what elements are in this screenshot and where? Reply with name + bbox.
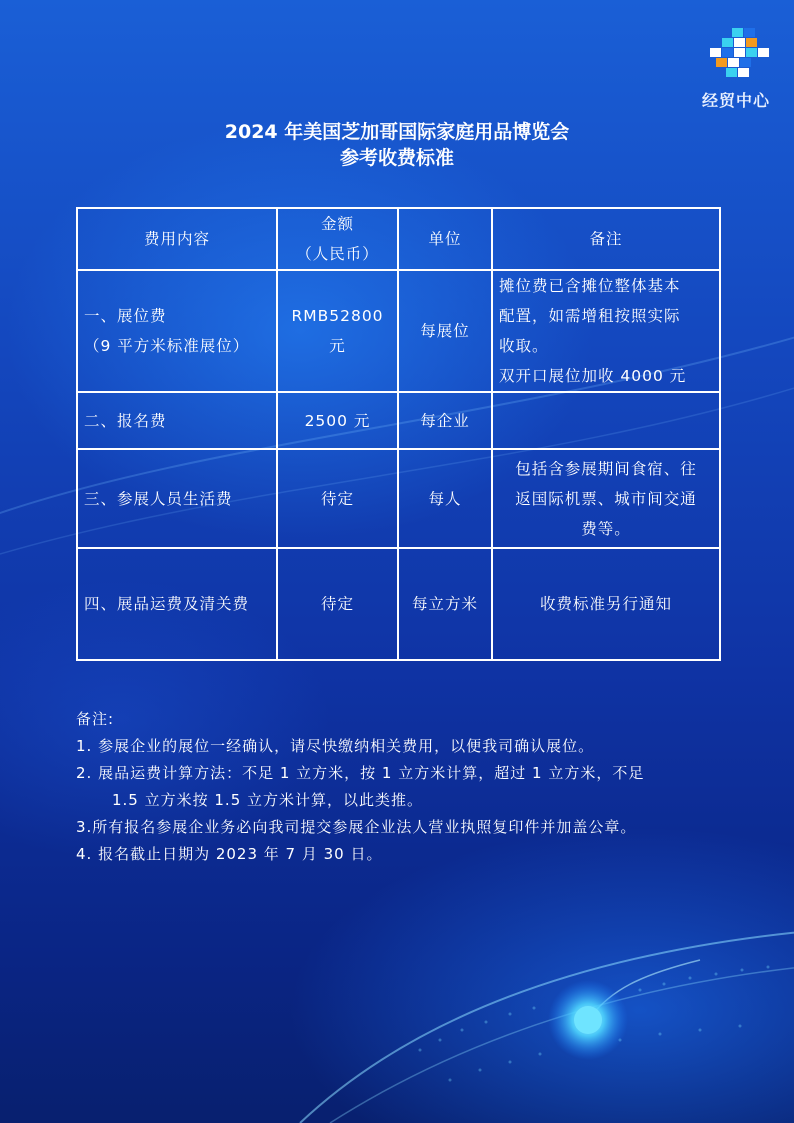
header-amount	[277, 208, 398, 270]
remark-line: 费等。	[581, 519, 631, 538]
note-item: 2. 展品运费计算方法：不足 1 立方米，按 1 立方米计算，超过 1 立方米，不足	[76, 764, 645, 782]
row-content-line1: 一、展位费	[84, 307, 167, 325]
row-content: 二、报名费	[77, 392, 277, 449]
table-header-row	[77, 208, 720, 270]
row-unit: 每人	[398, 449, 492, 548]
header-amount-line1: 金额	[320, 215, 354, 233]
note-item: 3.所有报名参展企业务必向我司提交参展企业法人营业执照复印件并加盖公章。	[76, 818, 637, 836]
page-subtitle: 参考收费标准	[339, 147, 454, 169]
row-content	[77, 270, 277, 392]
notes-heading: 备注:	[76, 710, 115, 728]
logo-text: 经贸中心	[701, 91, 770, 110]
row-amount: RMB52800 元	[277, 270, 398, 392]
company-logo	[696, 26, 776, 110]
remark-line: 摊位费已含摊位整体基本	[499, 277, 681, 295]
row-amount: 2500 元	[277, 392, 398, 449]
table-row	[77, 548, 720, 660]
row-content: 三、参展人员生活费	[77, 449, 277, 548]
page-title: 2024 年美国芝加哥国际家庭用品博览会	[224, 121, 570, 143]
row-remark	[492, 548, 720, 660]
row-unit: 每立方米	[398, 548, 492, 660]
header-unit: 单位	[398, 208, 492, 270]
note-item: 4. 报名截止日期为 2023 年 7 月 30 日。	[76, 845, 383, 863]
table-row	[77, 449, 720, 548]
note-item-continuation: 1.5 立方米按 1.5 立方米计算，以此类推。	[112, 791, 424, 809]
row-content-line2: （9 平方米标准展位）	[84, 337, 250, 355]
remark-line: 双开口展位加收 4000 元	[499, 367, 687, 385]
table-row	[77, 270, 720, 392]
row-unit: 每展位	[398, 270, 492, 392]
notes-section	[76, 706, 756, 868]
table-row	[77, 392, 720, 449]
note-item: 1. 参展企业的展位一经确认，请尽快缴纳相关费用，以便我司确认展位。	[76, 737, 595, 755]
row-unit: 每企业	[398, 392, 492, 449]
row-amount: 待定	[277, 548, 398, 660]
remark-line: 收取。	[499, 337, 549, 355]
row-remark	[492, 449, 720, 548]
remark-line: 配置，如需增租按照实际	[499, 307, 681, 325]
row-remark	[492, 270, 720, 392]
logo-mark-icon	[696, 26, 776, 88]
row-content: 四、展品运费及清关费	[77, 548, 277, 660]
remark-line: 包括含参展期间食宿、往	[515, 459, 697, 478]
remark-line: 返国际机票、城市间交通	[515, 489, 697, 508]
remark-line: 收费标准另行通知	[539, 595, 672, 613]
row-amount: 待定	[277, 449, 398, 548]
header-content: 费用内容	[77, 208, 277, 270]
header-amount-line2: （人民币）	[296, 245, 379, 263]
header-remark: 备注	[492, 208, 720, 270]
fee-table	[76, 207, 721, 661]
row-remark	[492, 392, 720, 449]
